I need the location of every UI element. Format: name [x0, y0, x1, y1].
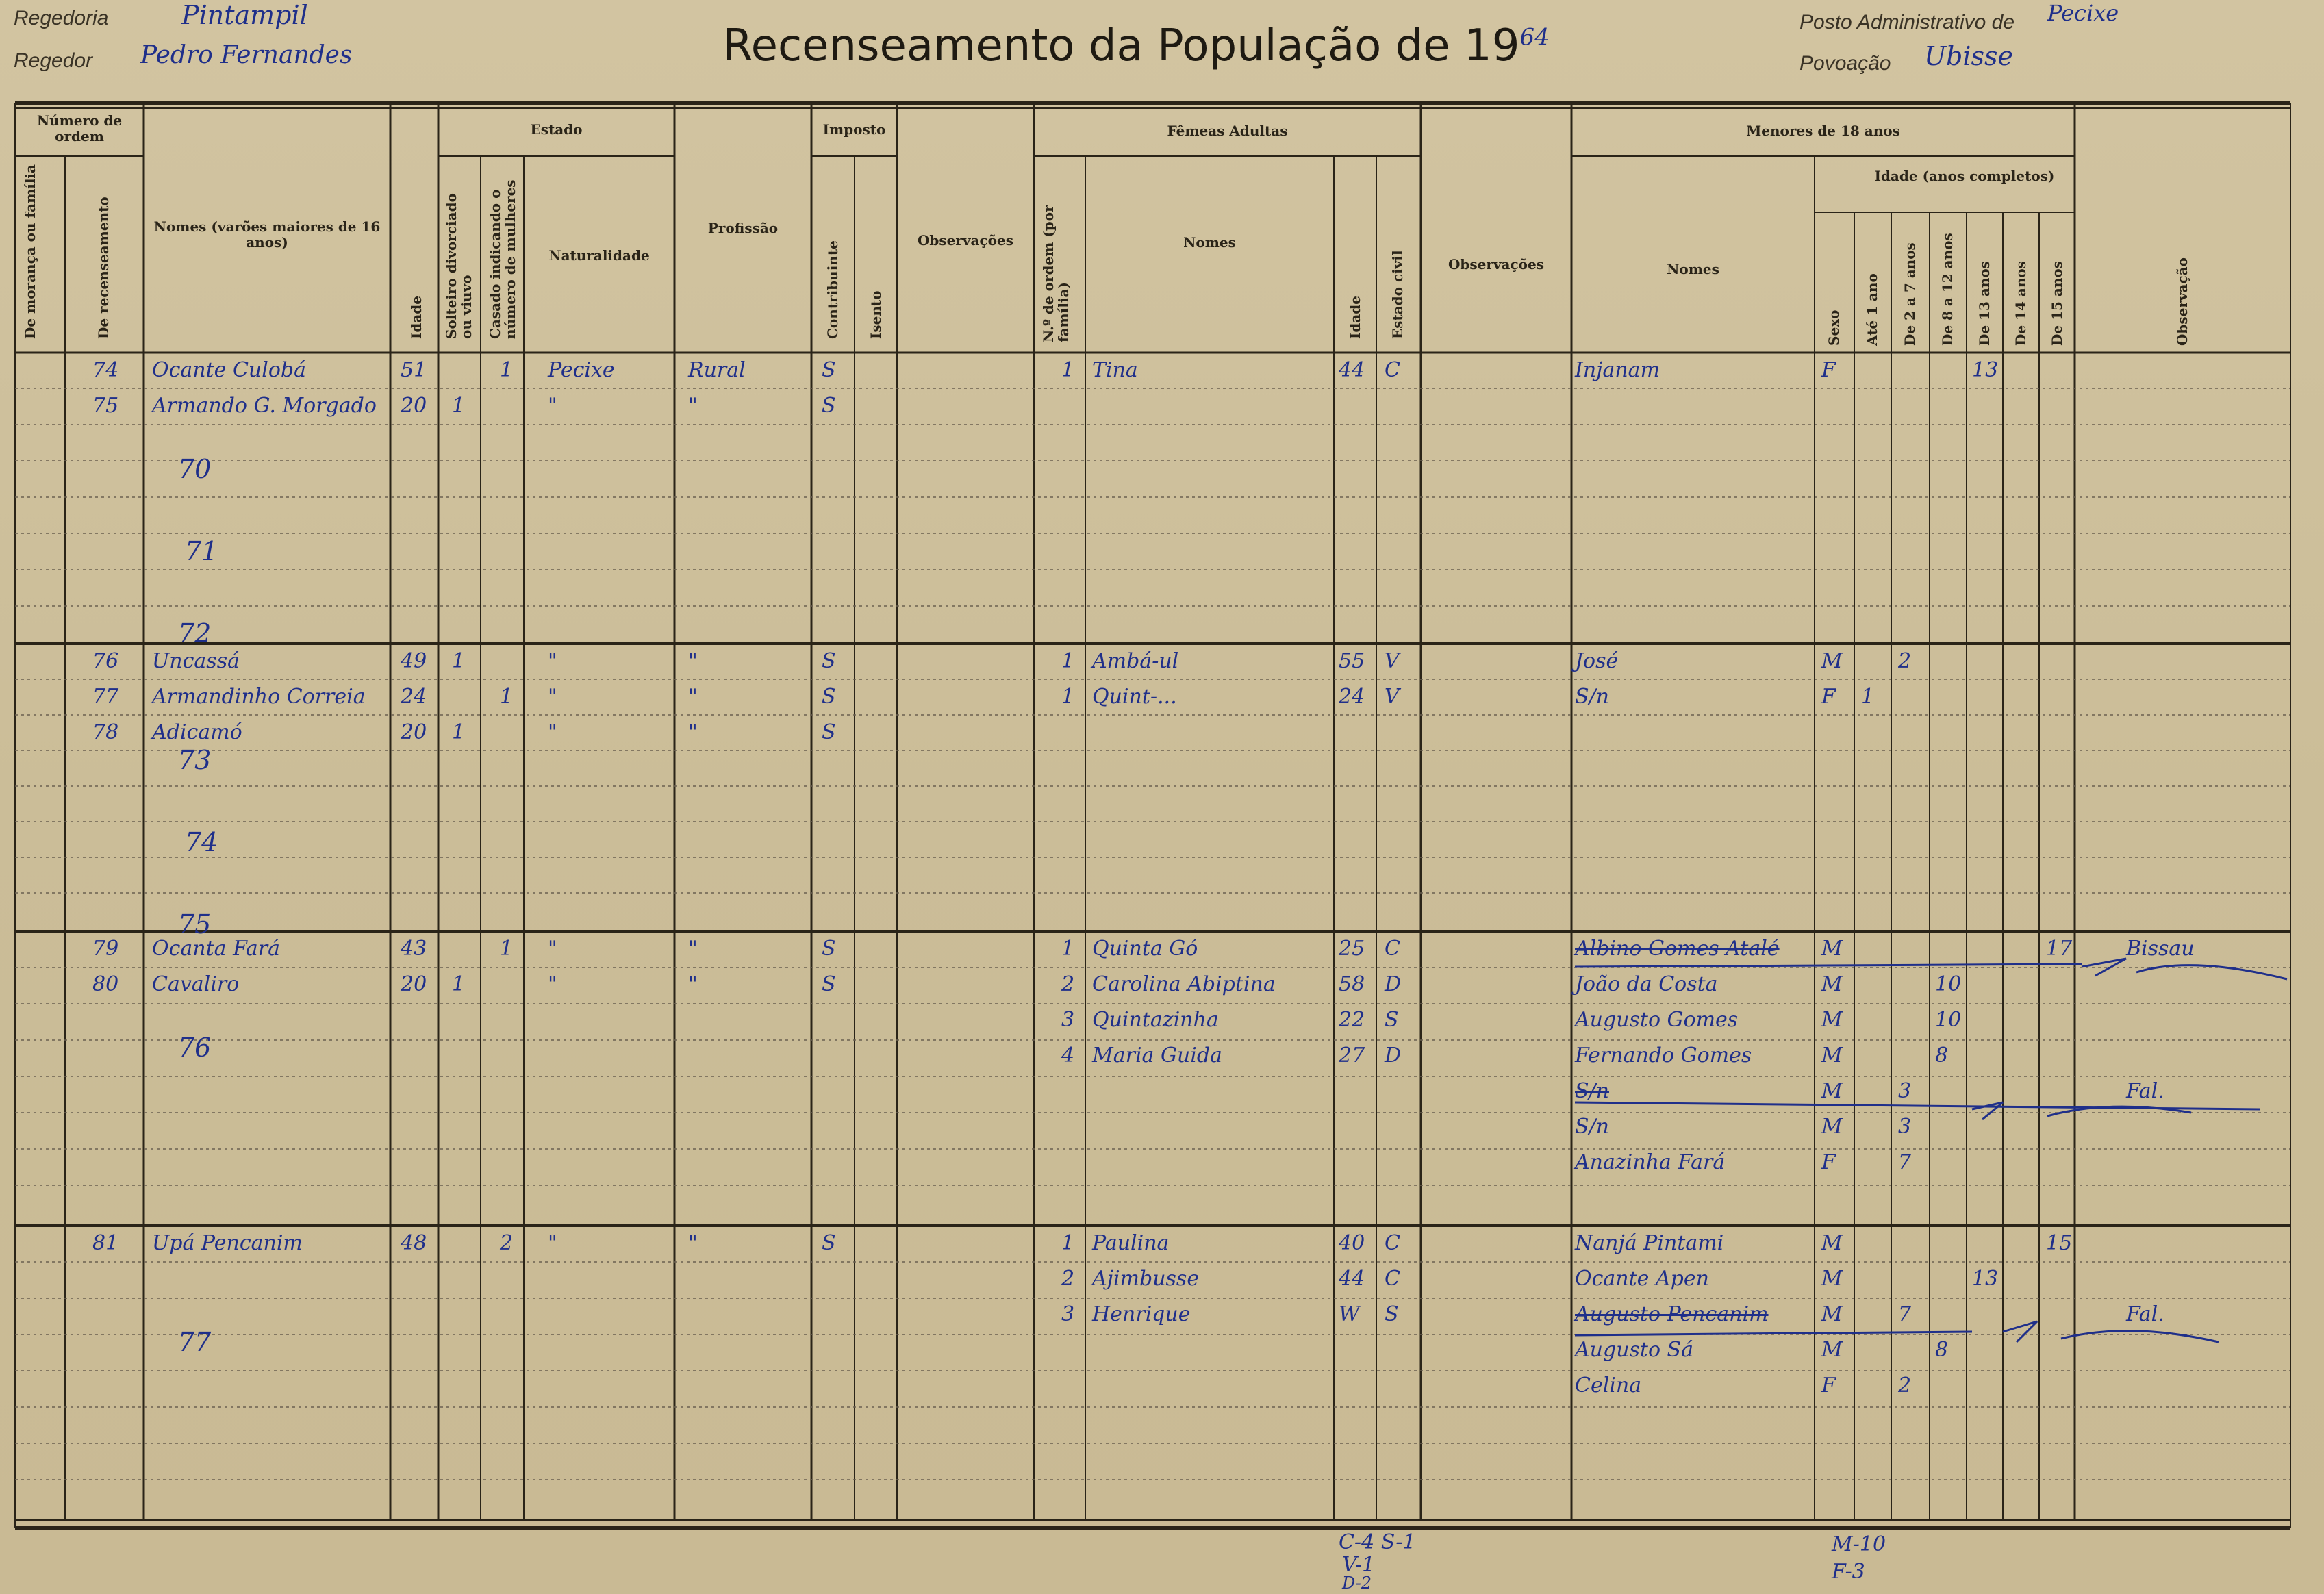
- posto-value: Pecixe: [2047, 0, 2119, 26]
- moranca-mark: 74: [185, 827, 218, 857]
- tally-right: M-10: [1832, 1532, 1886, 1556]
- col-15: De 15 anos: [2049, 261, 2065, 346]
- minor-age-a15: 15: [2046, 1231, 2073, 1255]
- regedor-value: Pedro Fernandes: [140, 41, 353, 69]
- minor-sexo: M: [1821, 972, 1843, 996]
- woman-estado: V: [1385, 649, 1400, 673]
- man-num: 81: [92, 1231, 119, 1255]
- col-f-idade: Idade: [1347, 295, 1363, 339]
- minor-age-a2_7: 7: [1898, 1302, 1912, 1326]
- moranca-mark: 77: [178, 1327, 212, 1357]
- col-f-ordem: N.º de ordem (por família): [1040, 205, 1072, 342]
- minor-name: Augusto Sá: [1575, 1338, 1693, 1362]
- col-solteiro: Solteiro divorciado ou viuvo: [443, 193, 475, 339]
- minor-age-a8_12: 10: [1935, 1008, 1962, 1032]
- man-naturalidade: ": [548, 685, 557, 709]
- man-naturalidade: ": [548, 972, 557, 996]
- woman-name: Tina: [1092, 358, 1138, 382]
- col-moranca: De morança ou família: [22, 164, 38, 339]
- man-profissao: ": [688, 937, 698, 961]
- man-naturalidade: ": [548, 649, 557, 673]
- minor-name: S/n: [1575, 685, 1609, 709]
- woman-age: 55: [1339, 649, 1365, 673]
- woman-num: 4: [1061, 1043, 1075, 1067]
- povoacao-label: Povoação: [1799, 52, 1891, 75]
- man-contribuinte: S: [822, 394, 836, 418]
- col-observacoes: Observações: [917, 232, 1013, 249]
- man-name: Uncassá: [152, 649, 240, 673]
- col-f-nomes: Nomes: [1183, 234, 1236, 251]
- minor-age-ate1: 1: [1861, 685, 1875, 709]
- man-name: Armando G. Morgado: [152, 394, 377, 418]
- woman-age: 25: [1339, 937, 1365, 961]
- minor-name: Fernando Gomes: [1575, 1043, 1752, 1067]
- man-solteiro: 1: [452, 649, 466, 673]
- woman-name: Quint-...: [1092, 685, 1177, 709]
- man-naturalidade: ": [548, 720, 557, 744]
- regedoria-label: Regedoria: [14, 7, 109, 29]
- man-name: Cavaliro: [152, 972, 240, 996]
- man-num: 80: [92, 972, 119, 996]
- minor-name: Augusto Gomes: [1575, 1008, 1739, 1032]
- col-contribuinte: Contribuinte: [824, 240, 841, 339]
- minor-sexo: M: [1821, 1115, 1843, 1139]
- col-f-obs: Observações: [1448, 256, 1544, 273]
- man-age: 51: [401, 358, 427, 382]
- title-year: 64: [1519, 23, 1550, 51]
- minor-sexo: M: [1821, 1267, 1843, 1291]
- minor-sexo: M: [1821, 1302, 1843, 1326]
- page-title: Recenseamento da População de $19^{64}$: [722, 21, 1550, 71]
- minor-age-a15: 17: [2046, 937, 2073, 961]
- moranca-mark: 70: [178, 454, 212, 484]
- col-recenseamento: De recenseamento: [95, 197, 112, 339]
- col-m-idade: Idade (anos completos): [1874, 168, 2055, 184]
- minor-sexo: M: [1821, 1008, 1843, 1032]
- man-num: 78: [92, 720, 119, 744]
- man-contribuinte: S: [822, 358, 836, 382]
- woman-age: 24: [1339, 685, 1365, 709]
- man-contribuinte: S: [822, 972, 836, 996]
- man-solteiro: 1: [452, 394, 466, 418]
- tally-left-3: D-2: [1342, 1573, 1372, 1593]
- man-solteiro: 1: [452, 972, 466, 996]
- man-age: 24: [401, 685, 427, 709]
- povoacao-value: Ubisse: [1924, 41, 2013, 71]
- woman-name: Henrique: [1092, 1302, 1191, 1326]
- woman-age: 40: [1339, 1231, 1365, 1255]
- man-contribuinte: S: [822, 649, 836, 673]
- man-profissao: Rural: [688, 358, 746, 382]
- minor-name: S/n: [1575, 1115, 1609, 1139]
- man-name: Upá Pencanim: [152, 1231, 303, 1255]
- col-casado: Casado indicando o número de mulheres: [487, 179, 518, 339]
- minor-age-a2_7: 2: [1898, 649, 1912, 673]
- col-2-7: De 2 a 7 anos: [1902, 242, 1918, 346]
- minor-age-a2_7: 2: [1898, 1374, 1912, 1397]
- col-numero-ordem: Número de ordem: [36, 112, 123, 144]
- man-contribuinte: S: [822, 1231, 836, 1255]
- col-8-12: De 8 a 12 anos: [1939, 233, 1956, 346]
- col-naturalidade: Naturalidade: [548, 247, 650, 264]
- man-age: 20: [401, 720, 427, 744]
- minor-sexo: M: [1821, 1079, 1843, 1103]
- woman-name: Carolina Abiptina: [1092, 972, 1276, 996]
- woman-estado: D: [1385, 1043, 1402, 1067]
- man-profissao: ": [688, 720, 698, 744]
- minor-sexo: F: [1821, 685, 1836, 709]
- man-age: 20: [401, 394, 427, 418]
- woman-age: 27: [1339, 1043, 1365, 1067]
- woman-estado: S: [1385, 1302, 1399, 1326]
- woman-num: 2: [1061, 1267, 1075, 1291]
- minor-name: Ocante Apen: [1575, 1267, 1709, 1291]
- man-casado: 2: [500, 1231, 514, 1255]
- woman-estado: C: [1385, 358, 1400, 382]
- man-profissao: ": [688, 972, 698, 996]
- man-age: 43: [401, 937, 427, 961]
- col-femeas: Fêmeas Adultas: [1167, 123, 1288, 139]
- moranca-mark: 71: [185, 536, 218, 566]
- minor-name: Celina: [1575, 1374, 1642, 1397]
- woman-age: W: [1339, 1302, 1360, 1326]
- minor-age-a13: 13: [1972, 358, 1999, 382]
- moranca-mark: 76: [178, 1033, 212, 1063]
- minor-sexo: M: [1821, 649, 1843, 673]
- woman-estado: D: [1385, 972, 1402, 996]
- minor-sexo: F: [1821, 1374, 1836, 1397]
- moranca-mark: 72: [178, 618, 212, 648]
- woman-num: 2: [1061, 972, 1075, 996]
- man-age: 48: [401, 1231, 427, 1255]
- woman-age: 58: [1339, 972, 1365, 996]
- woman-estado: C: [1385, 937, 1400, 961]
- man-num: 77: [92, 685, 119, 709]
- minor-name: Augusto Pencanim: [1575, 1302, 1769, 1326]
- minor-age-a13: 13: [1972, 1267, 1999, 1291]
- man-naturalidade: Pecixe: [548, 358, 615, 382]
- woman-estado: C: [1385, 1267, 1400, 1291]
- minor-name: S/n: [1575, 1079, 1609, 1103]
- col-ate1: Até 1 ano: [1864, 273, 1880, 346]
- man-contribuinte: S: [822, 685, 836, 709]
- man-name: Ocante Culobá: [152, 358, 306, 382]
- minor-obs: Fal.: [2126, 1079, 2164, 1103]
- minor-age-a8_12: 8: [1935, 1338, 1949, 1362]
- minor-sexo: F: [1821, 358, 1836, 382]
- minor-age-a2_7: 7: [1898, 1150, 1912, 1174]
- man-name: Adicamó: [152, 720, 242, 744]
- minor-name: Injanam: [1575, 358, 1660, 382]
- woman-num: 1: [1061, 358, 1075, 382]
- minor-age-a2_7: 3: [1898, 1115, 1912, 1139]
- col-isento: Isento: [868, 290, 884, 339]
- man-num: 79: [92, 937, 119, 961]
- minor-age-a8_12: 8: [1935, 1043, 1949, 1067]
- woman-name: Maria Guida: [1092, 1043, 1222, 1067]
- man-naturalidade: ": [548, 394, 557, 418]
- woman-name: Quinta Gó: [1092, 937, 1198, 961]
- woman-estado: V: [1385, 685, 1400, 709]
- man-casado: 1: [500, 685, 514, 709]
- man-profissao: ": [688, 394, 698, 418]
- minor-sexo: M: [1821, 1231, 1843, 1255]
- man-age: 49: [401, 649, 427, 673]
- minor-age-a2_7: 3: [1898, 1079, 1912, 1103]
- col-imposto: Imposto: [822, 121, 886, 138]
- woman-num: 3: [1061, 1302, 1075, 1326]
- man-num: 74: [92, 358, 119, 382]
- regedor-label: Regedor: [14, 49, 93, 72]
- minor-name: Albino Gomes Atalé: [1575, 937, 1780, 961]
- man-casado: 1: [500, 358, 514, 382]
- woman-num: 3: [1061, 1008, 1075, 1032]
- col-idade: Idade: [408, 295, 425, 339]
- minor-obs: Fal.: [2126, 1302, 2164, 1326]
- woman-num: 1: [1061, 937, 1075, 961]
- woman-num: 1: [1061, 685, 1075, 709]
- minor-name: José: [1575, 649, 1619, 673]
- woman-num: 1: [1061, 1231, 1075, 1255]
- man-naturalidade: ": [548, 937, 557, 961]
- col-menores: Menores de 18 anos: [1746, 123, 1900, 139]
- woman-name: Ajimbusse: [1092, 1267, 1200, 1291]
- woman-estado: S: [1385, 1008, 1399, 1032]
- woman-num: 1: [1061, 649, 1075, 673]
- man-casado: 1: [500, 937, 514, 961]
- col-m-nomes: Nomes: [1667, 261, 1719, 277]
- man-profissao: ": [688, 685, 698, 709]
- tally-left-2: V-1: [1342, 1553, 1376, 1577]
- col-14: De 14 anos: [2012, 261, 2029, 346]
- man-contribuinte: S: [822, 720, 836, 744]
- woman-name: Paulina: [1092, 1231, 1170, 1255]
- minor-sexo: M: [1821, 1338, 1843, 1362]
- minor-name: João da Costa: [1575, 972, 1718, 996]
- woman-age: 44: [1339, 1267, 1365, 1291]
- woman-estado: C: [1385, 1231, 1400, 1255]
- col-sexo: Sexo: [1826, 309, 1842, 346]
- tally-right-2: F-3: [1832, 1560, 1865, 1584]
- man-name: Ocanta Fará: [152, 937, 280, 961]
- minor-name: Anazinha Fará: [1575, 1150, 1726, 1174]
- col-profissao: Profissão: [707, 220, 779, 236]
- woman-age: 44: [1339, 358, 1365, 382]
- col-observacao: Observação: [2174, 257, 2190, 346]
- minor-sexo: F: [1821, 1150, 1836, 1174]
- man-name: Armandinho Correia: [152, 685, 366, 709]
- col-f-estado: Estado civil: [1389, 250, 1406, 339]
- man-contribuinte: S: [822, 937, 836, 961]
- posto-label: Posto Administrativo de: [1799, 11, 2015, 34]
- col-estado: Estado: [530, 121, 583, 138]
- minor-age-a8_12: 10: [1935, 972, 1962, 996]
- man-naturalidade: ": [548, 1231, 557, 1255]
- moranca-mark: 73: [178, 745, 212, 775]
- col-nomes: Nomes (varões maiores de 16 anos): [153, 218, 381, 251]
- regedoria-value: Pintampil: [181, 0, 308, 30]
- woman-name: Ambá-ul: [1092, 649, 1179, 673]
- col-13: De 13 anos: [1976, 261, 1993, 346]
- man-profissao: ": [688, 1231, 698, 1255]
- minor-sexo: M: [1821, 1043, 1843, 1067]
- man-num: 76: [92, 649, 119, 673]
- man-num: 75: [92, 394, 119, 418]
- woman-name: Quintazinha: [1092, 1008, 1219, 1032]
- woman-age: 22: [1339, 1008, 1365, 1032]
- tally-left: C-4 S-1: [1339, 1530, 1416, 1554]
- minor-name: Nanjá Pintami: [1575, 1231, 1724, 1255]
- minor-sexo: M: [1821, 937, 1843, 961]
- man-solteiro: 1: [452, 720, 466, 744]
- man-profissao: ": [688, 649, 698, 673]
- man-age: 20: [401, 972, 427, 996]
- moranca-mark: 75: [178, 909, 212, 939]
- minor-obs: Bissau: [2126, 937, 2195, 961]
